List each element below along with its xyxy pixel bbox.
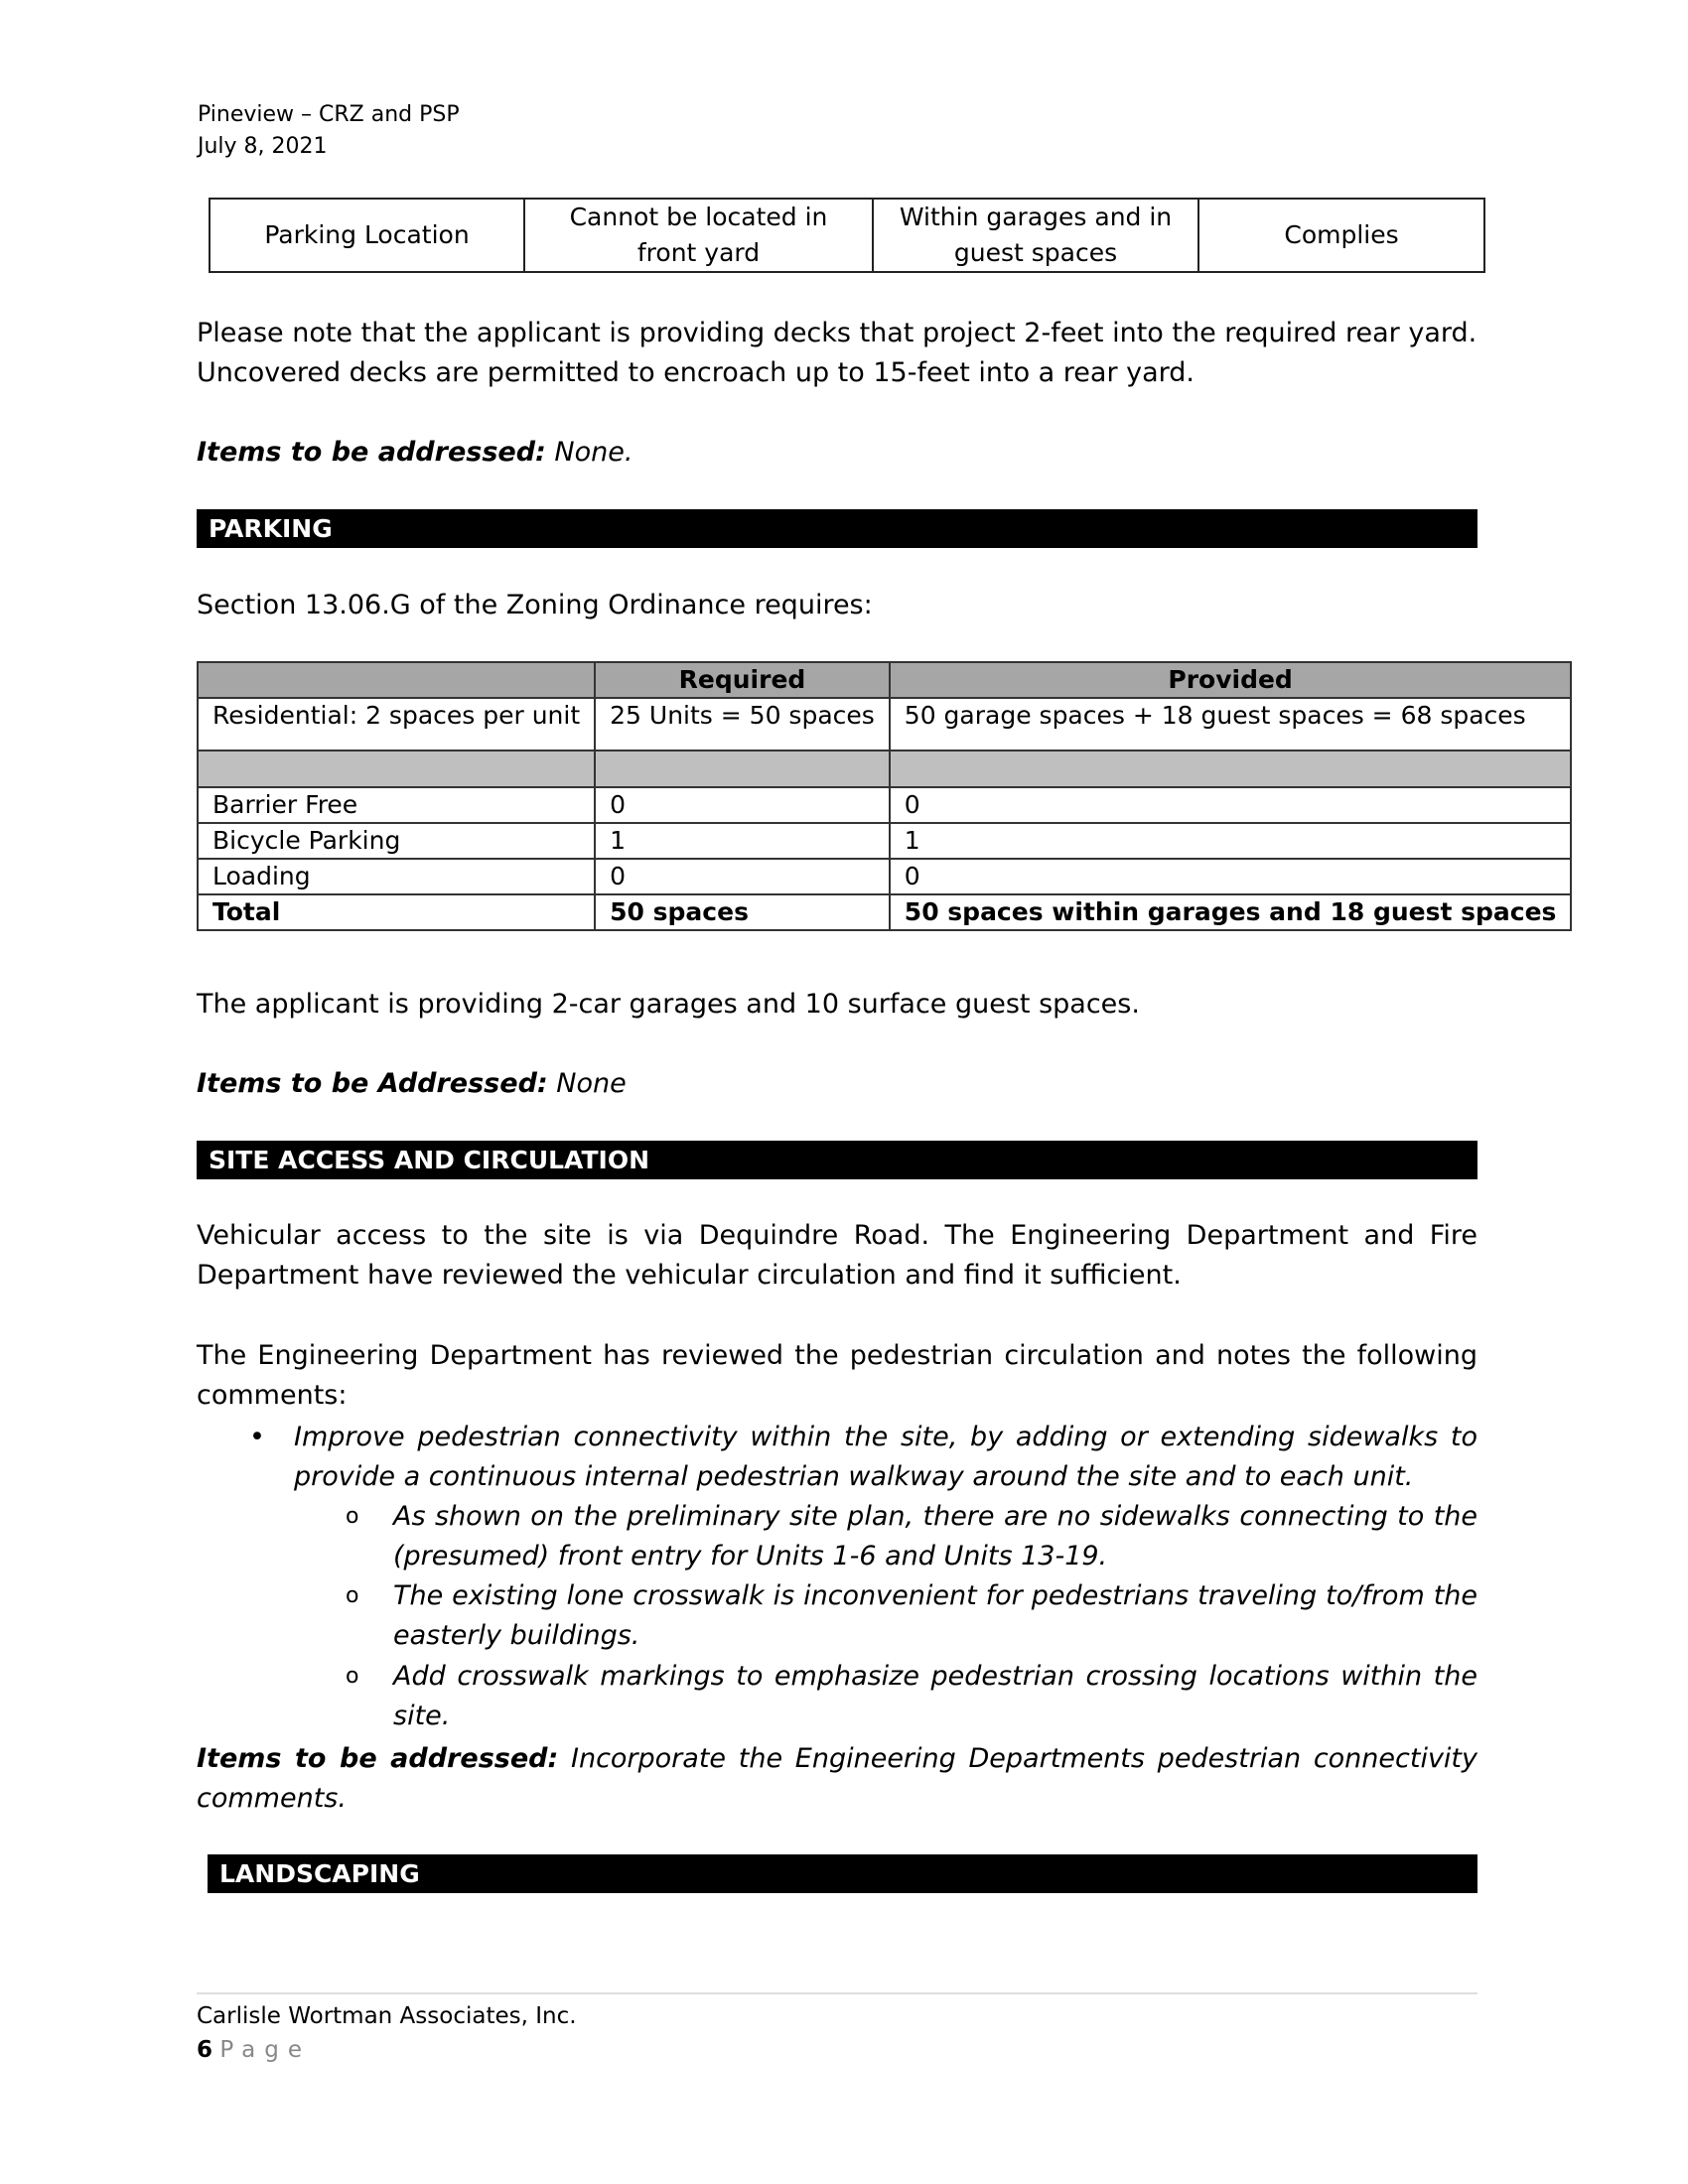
items-to-address-1	[197, 433, 1477, 473]
parking-table	[197, 661, 1572, 931]
bullet-item	[249, 1418, 1477, 1497]
header-title: Pineview – CRZ and PSP	[198, 102, 460, 127]
table-row	[210, 199, 1484, 272]
table-cell: 0	[595, 859, 890, 894]
table-cell: 0	[890, 859, 1572, 894]
table-header-row	[198, 662, 1571, 698]
table-row	[198, 698, 1571, 751]
table-cell: 0	[890, 787, 1572, 823]
table-cell: Barrier Free	[198, 787, 595, 823]
sub-bullet-item	[346, 1576, 1477, 1656]
bullet-icon: •	[249, 1422, 265, 1452]
table-cell: Residential: 2 spaces per unit	[198, 698, 595, 751]
header-date: July 8, 2021	[198, 134, 328, 159]
items-label: Items to be addressed:	[197, 1743, 559, 1774]
table-row	[198, 787, 1571, 823]
table-cell: Total	[198, 894, 595, 930]
items-label: Items to be addressed:	[197, 437, 546, 468]
sub-bullet-text: The existing lone crosswalk is inconvenient for pedestrians traveling to/from the easterly buildings.	[393, 1580, 1477, 1651]
page-number-value: 6	[197, 2037, 213, 2063]
table-cell: 50 spaces	[595, 894, 890, 930]
items-value: None	[547, 1068, 627, 1099]
items-to-address-2	[197, 1064, 1477, 1104]
table-row	[198, 859, 1571, 894]
items-value: Incorporate the Engineering Departments pedestrian connectivity comments.	[197, 1743, 1477, 1814]
table-cell	[595, 751, 890, 787]
circle-bullet-icon: o	[346, 1583, 359, 1608]
table-cell: 50 spaces within garages and 18 guest spaces	[890, 894, 1572, 930]
sub-bullet-text: As shown on the preliminary site plan, there are no sidewalks connecting to the (presumed) front entry for Units 1-6 and Units 13-19.	[393, 1501, 1477, 1571]
sub-bullet-text: Add crosswalk markings to emphasize pedestrian crossing locations within the site.	[393, 1661, 1477, 1731]
table-cell: 50 garage spaces + 18 guest spaces = 68 spaces	[890, 698, 1572, 751]
table-header-cell: Required	[595, 662, 890, 698]
table-cell	[890, 751, 1572, 787]
items-to-address-3	[197, 1739, 1477, 1819]
parking-location-table	[209, 198, 1485, 273]
vehicular-access-paragraph: Vehicular access to the site is via Dequindre Road. The Engineering Department and Fire Department have reviewed the vehicular circulation and find it sufficient.	[197, 1220, 1477, 1291]
parking-intro: Section 13.06.G of the Zoning Ordinance requires:	[197, 590, 873, 620]
table-row	[198, 823, 1571, 859]
sub-bullet-item	[346, 1657, 1477, 1736]
page-number	[197, 2035, 311, 2065]
table-row	[198, 751, 1571, 787]
table-cell: Parking Location	[210, 199, 524, 272]
table-cell: Loading	[198, 859, 595, 894]
table-cell: 25 Units = 50 spaces	[595, 698, 890, 751]
circle-bullet-icon: o	[346, 1664, 359, 1689]
circle-bullet-icon: o	[346, 1504, 359, 1529]
table-cell: Cannot be located in front yard	[524, 199, 873, 272]
table-header-cell	[198, 662, 595, 698]
table-row-total	[198, 894, 1571, 930]
sub-bullet-item	[346, 1497, 1477, 1576]
table-header-cell: Provided	[890, 662, 1572, 698]
page-label: Page	[219, 2037, 312, 2063]
footer-divider	[197, 1992, 1477, 1994]
section-heading-site-access: SITE ACCESS AND CIRCULATION	[197, 1141, 1477, 1179]
bullet-text: Improve pedestrian connectivity within the site, by adding or extending sidewalks to provide a continuous internal pedestrian walkway around the site and to each unit.	[294, 1422, 1477, 1492]
section-heading-landscaping: LANDSCAPING	[208, 1854, 1477, 1893]
table-cell: Bicycle Parking	[198, 823, 595, 859]
table-cell: 0	[595, 787, 890, 823]
footer-company: Carlisle Wortman Associates, Inc.	[197, 2003, 577, 2029]
decks-paragraph: Please note that the applicant is providing decks that project 2-feet into the required rear yard. Uncovered decks are permitted to encroach up to 15-feet into a rear yard.	[197, 318, 1477, 388]
table-cell: 1	[890, 823, 1572, 859]
items-value: None.	[545, 437, 633, 468]
document-header	[198, 101, 460, 161]
table-cell: 1	[595, 823, 890, 859]
section-heading-parking: PARKING	[197, 509, 1477, 548]
table-cell: Within garages and in guest spaces	[873, 199, 1198, 272]
table-cell: Complies	[1198, 199, 1484, 272]
table-cell	[198, 751, 595, 787]
parking-note: The applicant is providing 2-car garages and 10 surface guest spaces.	[197, 989, 1140, 1020]
items-label: Items to be Addressed:	[197, 1068, 548, 1099]
engineering-paragraph: The Engineering Department has reviewed the pedestrian circulation and notes the following comments:	[197, 1340, 1477, 1411]
